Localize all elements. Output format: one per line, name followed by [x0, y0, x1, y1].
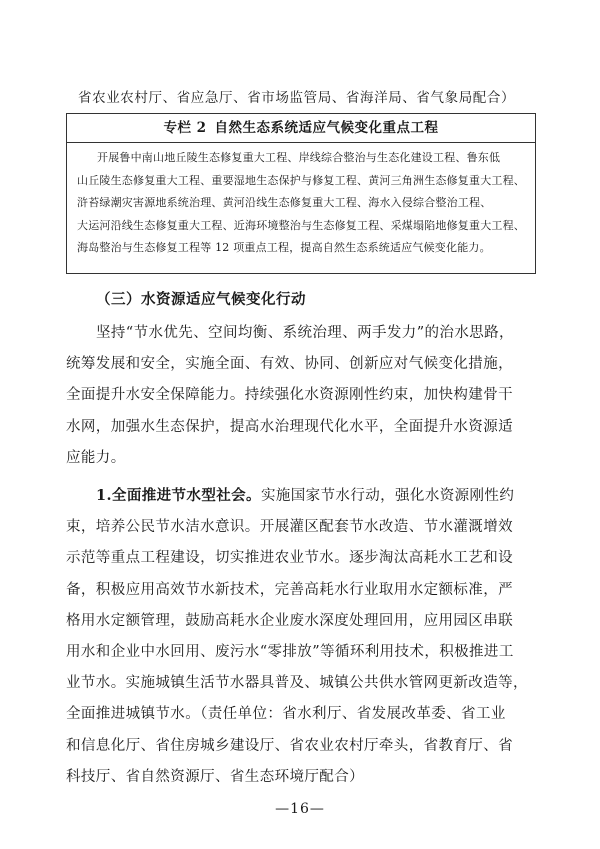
paragraph-line: 全面推进城镇节水。（责任单位：省水利厅、省发展改革委、省工业 [66, 706, 506, 723]
paragraph-line: 用水和企业中水回用、废污水“零排放”等循环利用技术，积极推进工 [66, 644, 514, 661]
feature-box-label: 专栏 2 [163, 120, 207, 136]
page-number: —16— [275, 801, 325, 817]
continued-responsibility-line: 省农业农村厅、省应急厅、省市场监管局、省海洋局、省气象局配合） [78, 90, 516, 106]
feature-box-heading: 自然生态系统适应气候变化重点工程 [214, 120, 439, 136]
paragraph-line: 应能力。 [66, 449, 126, 466]
paragraph-line: 和信息化厅、省住房城乡建设厅、省农业农村厅牵头，省教育厅、省 [66, 737, 513, 754]
paragraph-line: 业节水。实施城镇生活节水器具普及、城镇公共供水管网更新改造等， [66, 675, 528, 692]
paragraph-first-rest: 实施国家节水行动，强化水资源刚性约 [260, 488, 515, 504]
feature-box [66, 113, 536, 274]
paragraph-line: 统筹发展和安全，实施全面、有效、协同、创新应对气候变化措施， [66, 356, 513, 373]
paragraph-water-saving [66, 480, 536, 793]
paragraph-line: 格用水定额管理，鼓励高耗水企业废水深度处理回用，应用园区串联 [66, 612, 513, 629]
section-heading: （三）水资源适应气候变化行动 [96, 291, 306, 308]
feature-box-line: 海岛整治与生态修复工程等 12 项重点工程，提高自然生态系统适应气候变化能力。 [77, 241, 491, 254]
feature-box-line: 大运河沿线生态修复重大工程、近海环境整治与生态修复工程、采煤塌陷地修复重大工程、 [77, 218, 525, 232]
feature-box-line: 浒苔绿潮灾害源地系统治理、黄河沿线生态修复重大工程、海水入侵综合整治工程、 [77, 196, 492, 209]
feature-box-line: 山丘陵生态修复重大工程、重要湿地生态保护与修复工程、黄河三角洲生态修复重大工程、 [77, 173, 525, 187]
paragraph-line: 示范等重点工程建设，切实推进农业节水。逐步淘汰高耗水工艺和设 [66, 550, 513, 567]
feature-box-line: 开展鲁中南山地丘陵生态修复重大工程、岸线综合整治与生态化建设工程、鲁东低 [97, 151, 501, 164]
paragraph-line: 备，积极应用高效节水新技术，完善高耗水行业取用水定额标准，严 [66, 581, 513, 598]
paragraph-intro [66, 318, 536, 474]
paragraph-line: 水网，加强水生态保护，提高水治理现代化水平，全面提升水资源适 [66, 418, 513, 435]
paragraph-line: 全面提升水安全保障能力。持续强化水资源刚性约束，加快构建骨干 [66, 387, 513, 404]
feature-box-title [67, 114, 535, 143]
paragraph-first-line [66, 480, 536, 512]
paragraph-lead-heading: 1.全面推进节水型社会。 [96, 487, 261, 504]
paragraph-line: 束，培养公民节水洁水意识。开展灌区配套节水改造、节水灌溉增效 [66, 519, 513, 536]
paragraph-line: 科技厅、省自然资源厅、省生态环境厅配合） [66, 768, 364, 785]
feature-box-body [67, 143, 535, 260]
paragraph-line: 坚持“节水优先、空间均衡、系统治理、两手发力”的治水思路， [96, 325, 514, 341]
